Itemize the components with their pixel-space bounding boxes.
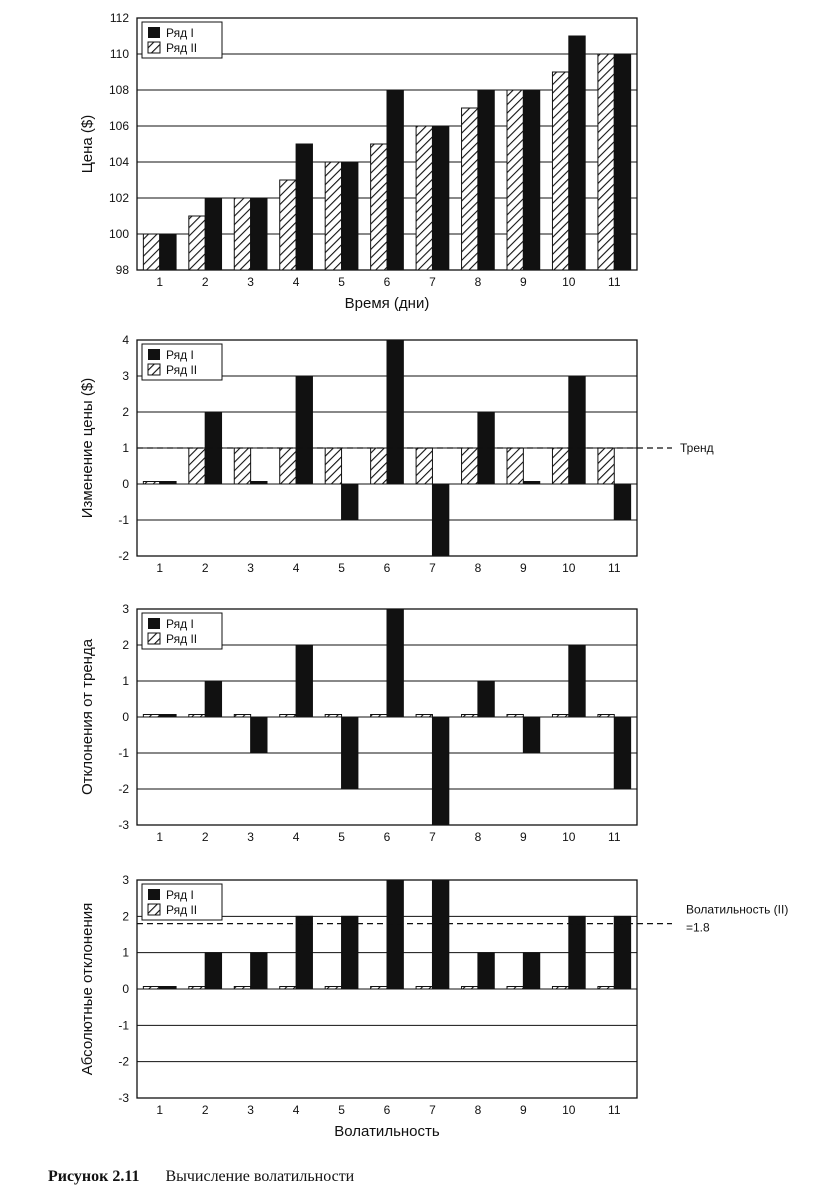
bar-series-2 xyxy=(416,715,432,718)
x-tick-label: 4 xyxy=(292,275,300,289)
bar-series-1 xyxy=(432,126,448,270)
bar-series-2 xyxy=(234,448,250,484)
bar-series-2 xyxy=(280,448,296,484)
bar-series-1 xyxy=(296,144,312,270)
x-tick-label: 9 xyxy=(520,275,527,289)
legend-label-2: Ряд II xyxy=(166,363,198,377)
chart-1 xyxy=(79,11,637,312)
chart-3 xyxy=(79,602,637,844)
x-tick-label: 7 xyxy=(429,275,436,289)
bar-series-2 xyxy=(552,715,568,718)
bar-series-2 xyxy=(598,715,614,718)
bar-series-1 xyxy=(387,609,403,717)
x-axis-label: Волатильность xyxy=(334,1123,440,1140)
x-tick-label: 3 xyxy=(247,830,254,844)
caption-text: Вычисление волатильности xyxy=(165,1168,355,1185)
bar-series-1 xyxy=(342,484,358,520)
y-tick-label: 102 xyxy=(108,191,129,205)
bar-series-2 xyxy=(598,448,614,484)
legend-label-1: Ряд I xyxy=(166,888,194,902)
bar-series-1 xyxy=(160,987,176,990)
bar-series-1 xyxy=(296,376,312,484)
y-tick-label: 1 xyxy=(122,441,129,455)
y-tick-label: 100 xyxy=(108,227,129,241)
x-tick-label: 11 xyxy=(608,830,621,844)
x-tick-label: 2 xyxy=(201,830,209,844)
legend-label-2: Ряд II xyxy=(166,632,198,646)
legend-label-1: Ряд I xyxy=(166,617,194,631)
legend-label-2: Ряд II xyxy=(166,903,198,917)
x-tick-label: 8 xyxy=(474,1103,482,1117)
bar-series-2 xyxy=(234,987,250,990)
bar-series-2 xyxy=(189,715,205,718)
bar-series-1 xyxy=(387,340,403,484)
y-tick-label: 2 xyxy=(122,405,129,419)
bar-series-2 xyxy=(143,482,159,485)
y-axis-label: Цена ($) xyxy=(79,114,96,174)
bar-series-2 xyxy=(280,715,296,718)
bar-series-2 xyxy=(371,144,387,270)
bar-series-2 xyxy=(143,715,159,718)
y-tick-label: -3 xyxy=(118,1091,129,1105)
x-tick-label: 6 xyxy=(383,275,391,289)
bar-series-2 xyxy=(189,987,205,990)
bar-series-2 xyxy=(552,987,568,990)
bar-series-2 xyxy=(552,72,568,270)
y-tick-label: -1 xyxy=(118,513,129,527)
x-tick-label: 10 xyxy=(562,561,576,575)
legend-swatch-2 xyxy=(148,364,160,375)
bar-series-2 xyxy=(598,54,614,270)
legend-swatch-1 xyxy=(148,27,160,38)
bar-series-1 xyxy=(569,645,585,717)
x-tick-label: 4 xyxy=(292,830,300,844)
x-tick-label: 1 xyxy=(156,1103,164,1117)
x-tick-label: 1 xyxy=(156,275,164,289)
x-tick-label: 5 xyxy=(338,830,345,844)
bar-series-1 xyxy=(569,36,585,270)
bar-series-1 xyxy=(614,916,630,989)
x-tick-label: 11 xyxy=(608,561,621,575)
bar-series-2 xyxy=(371,987,387,990)
x-tick-label: 8 xyxy=(474,561,482,575)
bar-series-2 xyxy=(462,715,478,718)
bar-series-1 xyxy=(296,916,312,989)
bar-series-1 xyxy=(432,880,448,989)
y-tick-label: 4 xyxy=(122,333,129,347)
bar-series-2 xyxy=(280,180,296,270)
legend-swatch-1 xyxy=(148,618,160,629)
legend-swatch-1 xyxy=(148,889,160,900)
x-tick-label: 7 xyxy=(429,561,436,575)
bar-series-1 xyxy=(342,916,358,989)
bar-series-2 xyxy=(325,987,341,990)
bar-series-1 xyxy=(432,484,448,556)
bar-series-2 xyxy=(371,448,387,484)
bar-series-2 xyxy=(416,448,432,484)
figure-caption xyxy=(48,1168,354,1186)
bar-series-2 xyxy=(189,216,205,270)
bar-series-2 xyxy=(234,198,250,270)
bar-series-1 xyxy=(478,90,494,270)
y-tick-label: 108 xyxy=(108,83,129,97)
legend-swatch-2 xyxy=(148,904,160,915)
legend-swatch-1 xyxy=(148,349,160,360)
bar-series-1 xyxy=(523,90,539,270)
x-tick-label: 11 xyxy=(608,1103,621,1117)
bar-series-2 xyxy=(507,90,523,270)
chart-4 xyxy=(79,873,788,1140)
x-tick-label: 5 xyxy=(338,1103,345,1117)
bar-series-1 xyxy=(387,90,403,270)
y-tick-label: 3 xyxy=(122,873,129,887)
bar-series-2 xyxy=(507,715,523,718)
y-tick-label: 0 xyxy=(122,477,129,491)
x-tick-label: 8 xyxy=(474,830,482,844)
bar-series-2 xyxy=(462,987,478,990)
x-tick-label: 5 xyxy=(338,561,345,575)
bar-series-1 xyxy=(342,717,358,789)
bar-series-1 xyxy=(160,715,176,718)
trend-label: Волатильность (II) xyxy=(686,902,789,917)
bar-series-2 xyxy=(371,715,387,718)
trend-label: Тренд xyxy=(680,441,714,455)
x-tick-label: 3 xyxy=(247,561,254,575)
bar-series-2 xyxy=(325,162,341,270)
y-tick-label: 1 xyxy=(122,674,129,688)
bar-series-1 xyxy=(387,880,403,989)
bar-series-1 xyxy=(614,54,630,270)
legend-swatch-2 xyxy=(148,42,160,53)
y-tick-label: 0 xyxy=(122,982,129,996)
bar-series-1 xyxy=(251,482,267,485)
bar-series-1 xyxy=(523,953,539,989)
y-tick-label: -2 xyxy=(118,782,129,796)
y-tick-label: 3 xyxy=(122,369,129,383)
bar-series-1 xyxy=(432,717,448,825)
bar-series-1 xyxy=(569,376,585,484)
y-tick-label: 0 xyxy=(122,710,129,724)
bar-series-2 xyxy=(507,448,523,484)
bar-series-2 xyxy=(325,715,341,718)
x-tick-label: 2 xyxy=(201,275,209,289)
bar-series-2 xyxy=(143,234,159,270)
x-tick-label: 10 xyxy=(562,1103,576,1117)
legend-label-2: Ряд II xyxy=(166,41,198,55)
bar-series-2 xyxy=(280,987,296,990)
y-tick-label: 106 xyxy=(108,119,129,133)
bar-series-2 xyxy=(462,108,478,270)
bar-series-1 xyxy=(569,916,585,989)
bar-series-1 xyxy=(251,198,267,270)
y-tick-label: 2 xyxy=(122,638,129,652)
y-tick-label: -2 xyxy=(118,1054,129,1069)
bar-series-1 xyxy=(614,717,630,789)
x-tick-label: 8 xyxy=(474,275,482,289)
y-axis-label: Изменение цены ($) xyxy=(79,377,96,519)
trend-label-2: =1.8 xyxy=(686,920,710,935)
legend-label-1: Ряд I xyxy=(166,26,194,40)
bar-series-2 xyxy=(189,448,205,484)
x-tick-label: 2 xyxy=(201,561,209,575)
y-axis-label: Абсолютные отклонения xyxy=(79,902,96,1076)
bar-series-1 xyxy=(523,717,539,753)
bar-series-1 xyxy=(523,482,539,485)
bar-series-2 xyxy=(462,448,478,484)
x-tick-label: 2 xyxy=(201,1103,209,1117)
bar-series-1 xyxy=(160,234,176,270)
bar-series-1 xyxy=(251,717,267,753)
bar-series-2 xyxy=(325,448,341,484)
y-tick-label: 3 xyxy=(122,602,129,616)
y-axis-label: Отклонения от тренда xyxy=(79,638,96,796)
x-tick-label: 7 xyxy=(429,1103,436,1117)
x-tick-label: 7 xyxy=(429,830,436,844)
x-tick-label: 6 xyxy=(383,830,391,844)
bar-series-1 xyxy=(296,645,312,717)
x-tick-label: 9 xyxy=(520,1103,527,1117)
bar-series-1 xyxy=(614,484,630,520)
bar-series-2 xyxy=(143,987,159,990)
bar-series-1 xyxy=(478,681,494,717)
x-tick-label: 1 xyxy=(156,830,164,844)
bar-series-2 xyxy=(598,987,614,990)
legend-label-1: Ряд I xyxy=(166,348,194,362)
x-tick-label: 9 xyxy=(520,561,527,575)
chart-2 xyxy=(79,333,714,575)
bar-series-1 xyxy=(478,953,494,989)
x-axis-label: Время (дни) xyxy=(344,295,430,312)
bar-series-1 xyxy=(205,681,221,717)
x-tick-label: 4 xyxy=(292,561,300,575)
y-tick-label: -1 xyxy=(118,746,129,760)
bar-series-2 xyxy=(416,126,432,270)
y-tick-label: 1 xyxy=(122,945,129,960)
x-tick-label: 6 xyxy=(383,1103,391,1117)
y-tick-label: 104 xyxy=(108,155,129,169)
caption-number: Рисунок 2.11 xyxy=(48,1168,140,1185)
y-tick-label: -2 xyxy=(118,549,129,563)
x-tick-label: 10 xyxy=(562,830,576,844)
x-tick-label: 4 xyxy=(292,1103,300,1117)
bar-series-2 xyxy=(416,987,432,990)
x-tick-label: 11 xyxy=(608,275,621,289)
x-tick-label: 6 xyxy=(383,561,391,575)
y-tick-label: -1 xyxy=(118,1018,129,1033)
x-tick-label: 10 xyxy=(562,275,576,289)
x-tick-label: 3 xyxy=(247,275,254,289)
x-tick-label: 3 xyxy=(247,1103,254,1117)
x-tick-label: 5 xyxy=(338,275,345,289)
bar-series-1 xyxy=(251,953,267,989)
bar-series-2 xyxy=(234,715,250,718)
legend-swatch-2 xyxy=(148,633,160,644)
x-tick-label: 1 xyxy=(156,561,164,575)
bar-series-1 xyxy=(205,198,221,270)
y-tick-label: 112 xyxy=(109,11,129,25)
bar-series-1 xyxy=(342,162,358,270)
y-tick-label: 110 xyxy=(109,47,129,61)
y-tick-label: -3 xyxy=(118,818,129,832)
y-tick-label: 2 xyxy=(122,909,129,924)
bar-series-1 xyxy=(160,482,176,485)
bar-series-2 xyxy=(507,987,523,990)
bar-series-1 xyxy=(205,953,221,989)
x-tick-label: 9 xyxy=(520,830,527,844)
bar-series-2 xyxy=(552,448,568,484)
y-tick-label: 98 xyxy=(115,263,129,277)
